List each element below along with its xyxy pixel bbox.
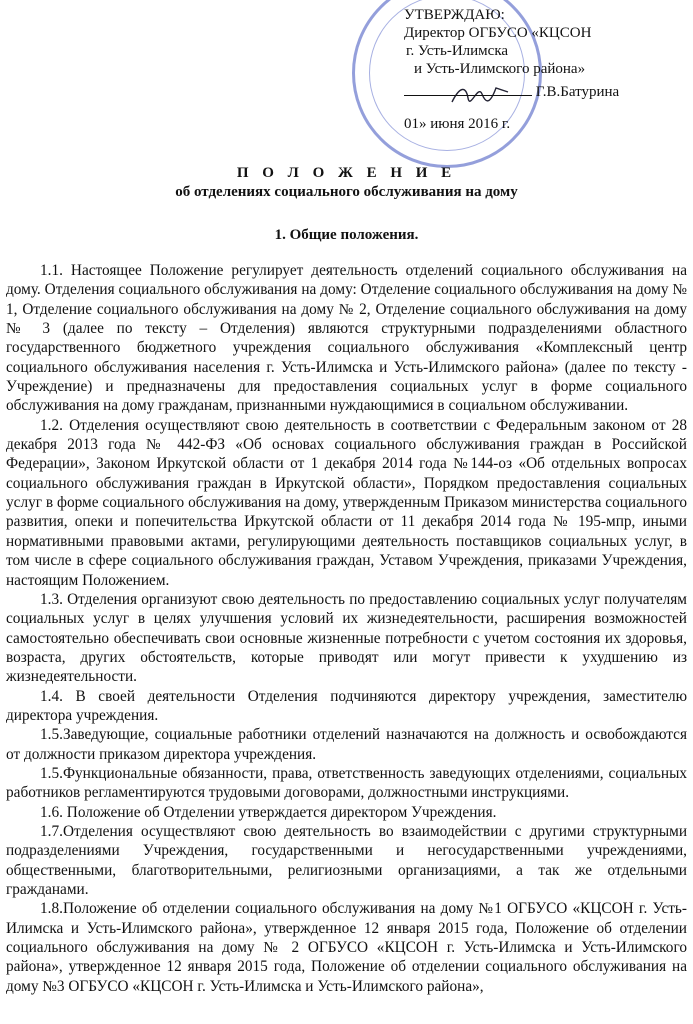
paragraph-1-7: 1.7.Отделения осуществляют свою деятельность во взаимодействии с другими структурными подразделениями Учреждения, государственными и негосударственными учреждениями, общественными, благотворительными, религиозными организациями, а так же отдельными гражданами. bbox=[6, 822, 687, 898]
approval-heading: УТВЕРЖДАЮ: bbox=[404, 7, 505, 23]
document-body bbox=[6, 261, 687, 996]
document-title: П О Л О Ж Е Н И Е bbox=[236, 165, 457, 181]
approval-position: Директор ОГБУСО «КЦСОН bbox=[404, 25, 592, 41]
approval-block bbox=[404, 6, 689, 133]
paragraph-1-8: 1.8.Положение об отделении социального обслуживания на дому №1 ОГБУСО «КЦСОН г. Усть-Илимска и Усть-Илимского района», утвержденное 12 января 2015 года, Положение об отделении социального обслуживания на дому № 2 ОГБУСО «КЦСОН г. Усть-Илимска и Усть-Илимского района», утвержденное 12 января 2015 года, Положение об отделении социального обслуживания на дому №3 ОГБУСО «КЦСОН г. Усть-Илимска и Усть-Илимского района», bbox=[6, 900, 687, 995]
paragraph-1-2: 1.2. Отделения осуществляют свою деятельность в соответствии с Федеральным законом от 28 декабря 2013 года № 442-ФЗ «Об основах социального обслуживания граждан в Российской Федерации», Законом Иркутской области от 1 декабря 2014 года №144-оз «Об отдельных вопросах социального обслуживания граждан в Иркутской области», Порядком предоставления социальных услуг в форме социального обслуживания на дому, утвержденным Приказом министерства социального развития, опеки и попечительства Иркутской области от 11 декабря 2014 года № 195-мпр, иными нормативными правовыми актами, регулирующими деятельность поставщиков социальных услуг, в том числе в сфере социального обслуживания граждан, Уставом Учреждения, приказами Учреждения, настоящим Положением. bbox=[6, 416, 687, 589]
paragraph-1-1: 1.1. Настоящее Положение регулирует деятельность отделений социального обслуживания на дому. Отделения социального обслуживания на дому: Отделение социального обслуживания на дому № 1, Отделение социального обслуживания на дому № 2, Отделение социального обслуживания на дому № 3 (далее по тексту – Отделения) являются структурными подразделениями областного государственного бюджетного учреждения социального обслуживания «Комплексный центр социального обслуживания населения г. Усть-Илимска и Усть-Илимского района» (далее по тексту - Учреждение) и предназначены для предоставления социальных услуг в форме социального обслуживания на дому гражданам, признанными нуждающимися в социальном обслуживании. bbox=[6, 262, 687, 415]
section-heading: 1. Общие положения. bbox=[274, 227, 419, 243]
document-subtitle: об отделениях социального обслуживания на дому bbox=[175, 184, 518, 200]
paragraph-1-5a: 1.5.Заведующие, социальные работники отделений назначаются на должность и освобождаются от должности приказом директора учреждения. bbox=[6, 726, 687, 763]
signatory-name: Г.В.Батурина bbox=[535, 84, 620, 100]
approval-org-city: г. Усть-Илимска bbox=[406, 43, 509, 59]
paragraph-1-4: 1.4. В своей деятельности Отделения подчиняются директору учреждения, заместителю директора учреждения. bbox=[6, 687, 687, 724]
paragraph-1-5b: 1.5.Функциональные обязанности, права, ответственность заведующих отделениями, социальных работников регламентируются трудовыми договорами, должностными инструкциями. bbox=[6, 764, 687, 802]
approval-org-district: и Усть-Илимского района» bbox=[414, 61, 586, 77]
paragraph-1-6: 1.6. Положение об Отделении утверждается директором Учреждения. bbox=[40, 803, 497, 821]
signature-line bbox=[404, 81, 689, 101]
approval-date: 01» июня 2016 г. bbox=[404, 116, 511, 132]
paragraph-1-3: 1.3. Отделения организуют свою деятельность по предоставлению социальных услуг получателям социальных услуг в целях улучшения условий их жизнедеятельности, расширения возможностей самостоятельно обеспечивать свои основные жизненные потребности с учетом состояния их здоровья, возраста, других обстоятельств, которые приводят или могут привести к ухудшению из жизнедеятельности. bbox=[6, 590, 687, 686]
